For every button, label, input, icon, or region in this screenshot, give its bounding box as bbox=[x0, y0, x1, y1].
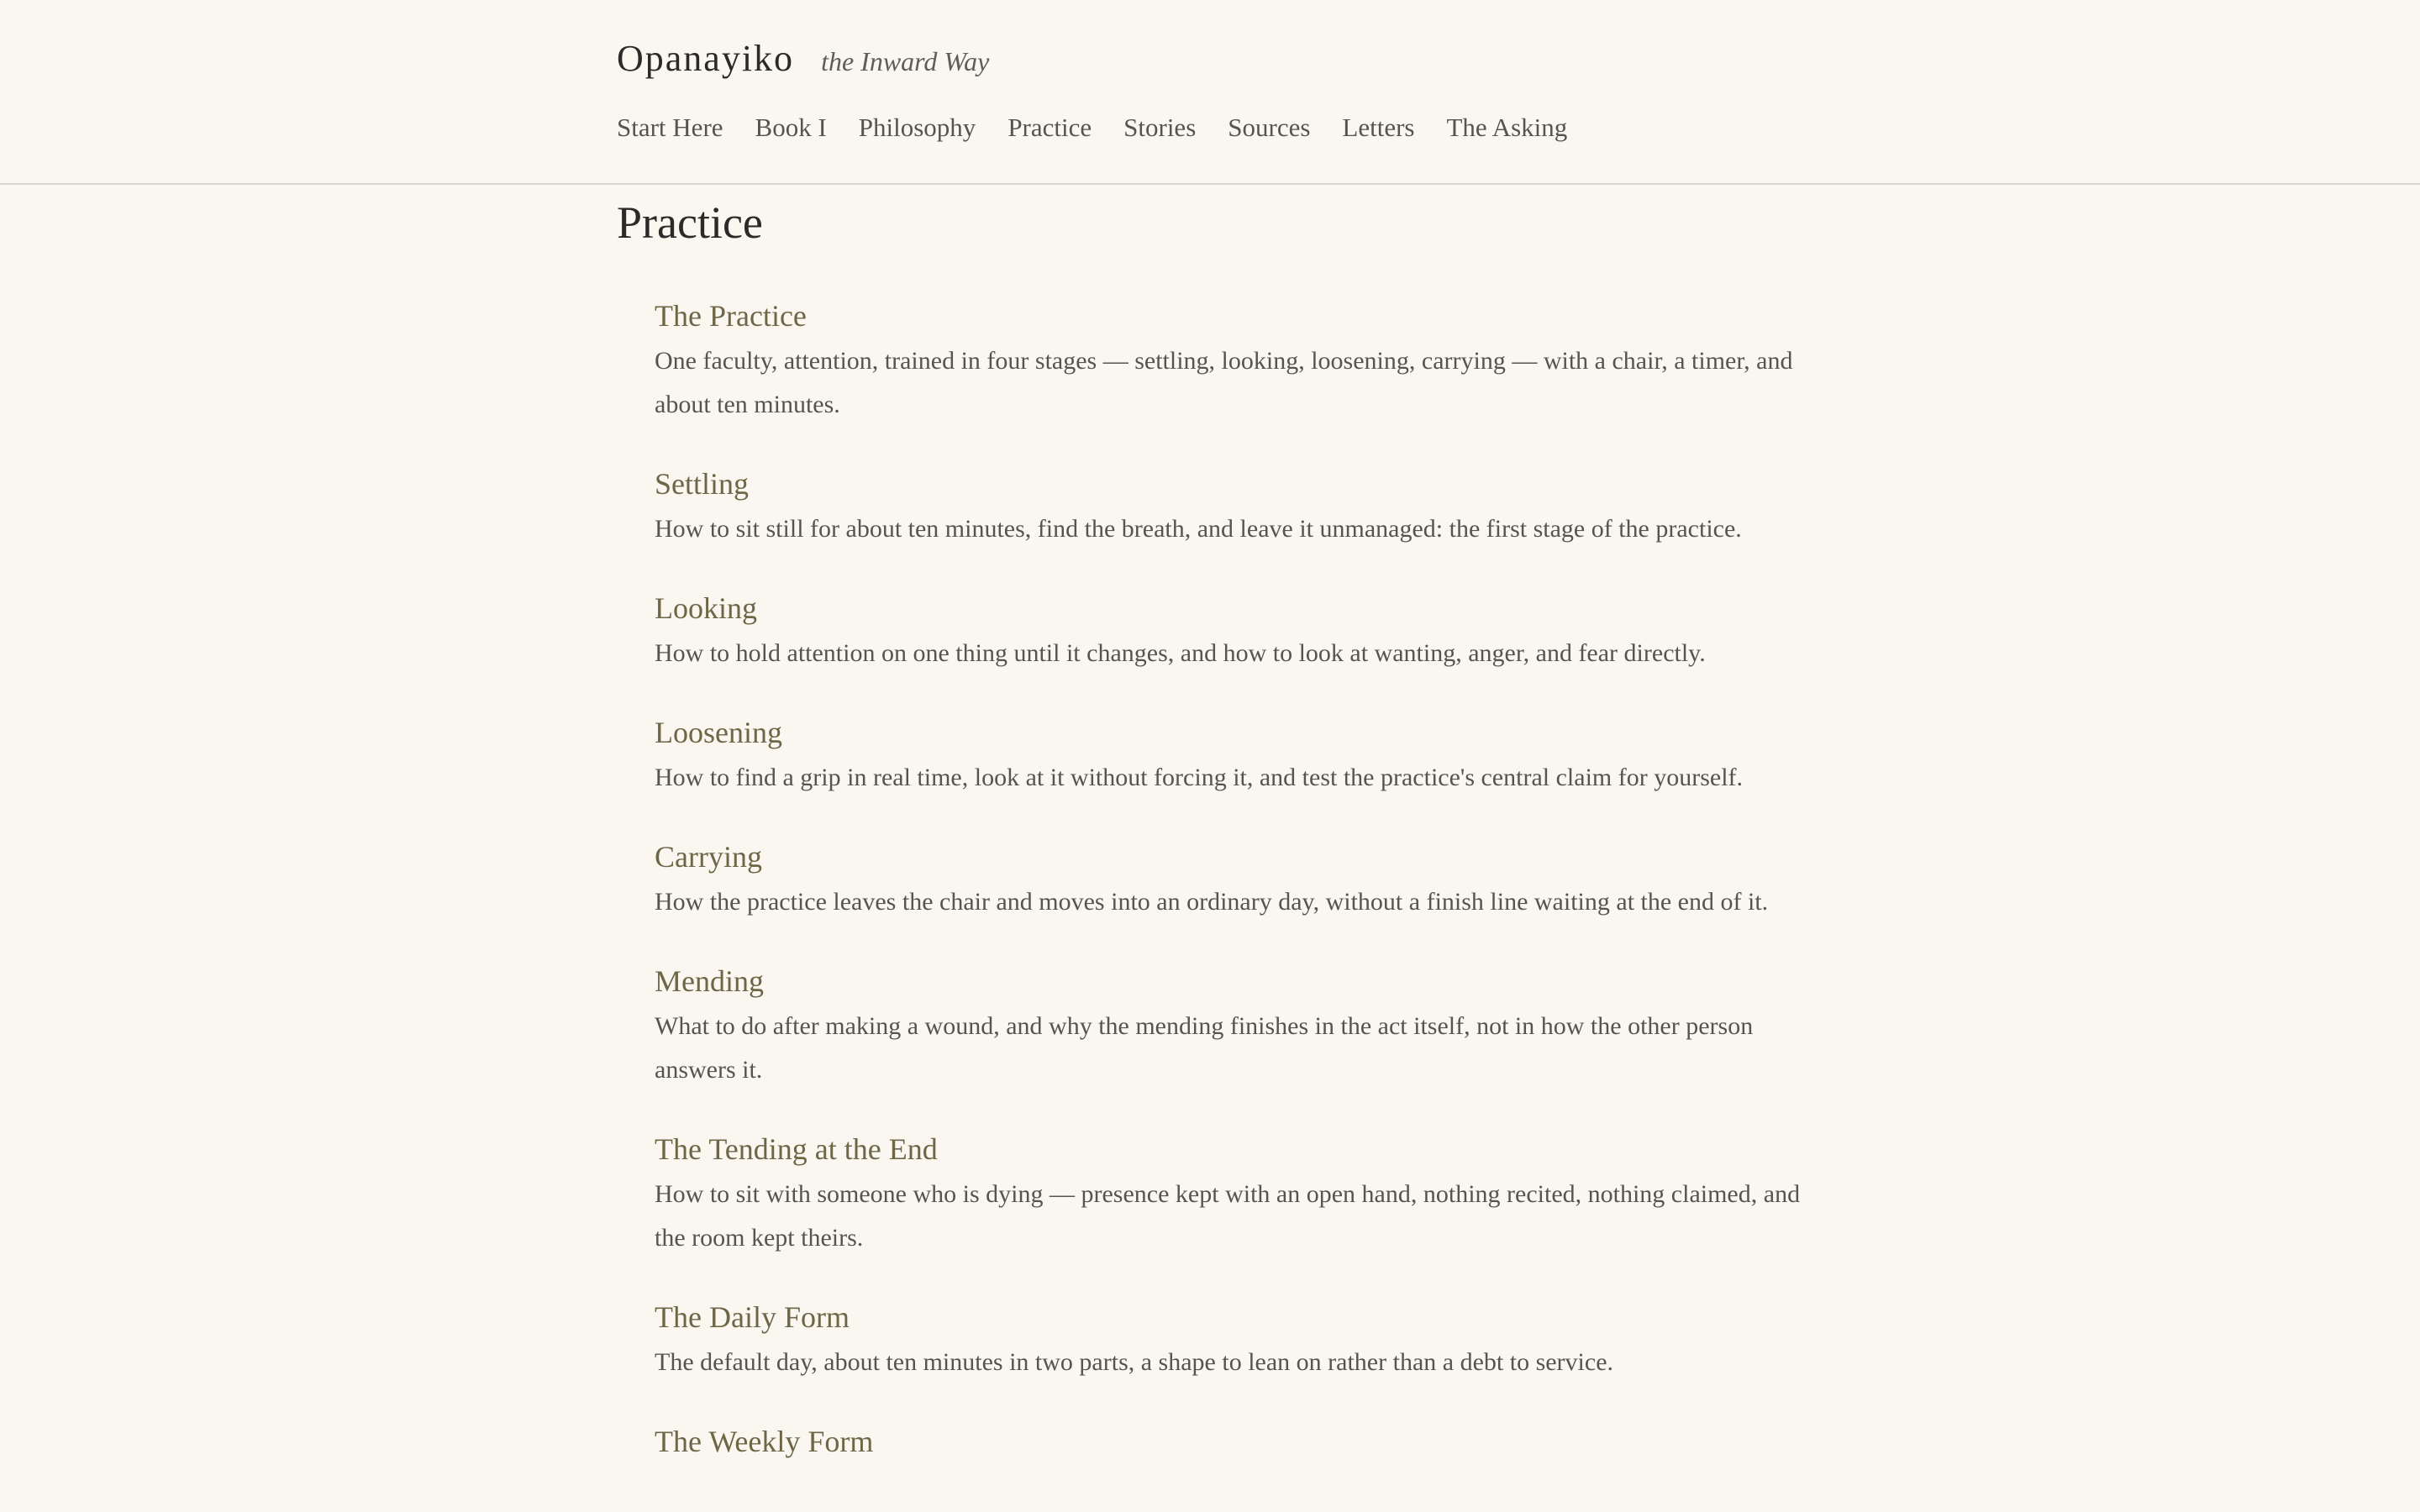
entry-title-link[interactable]: Carrying bbox=[655, 840, 762, 874]
nav-item-the-asking[interactable]: The Asking bbox=[1446, 113, 1568, 142]
entry-title-link[interactable]: The Tending at the End bbox=[655, 1132, 938, 1166]
entry-title-link[interactable]: Mending bbox=[655, 964, 764, 998]
list-item bbox=[655, 961, 1814, 1092]
entry-description: How to sit with someone who is dying — presence kept with an open hand, nothing recited, nothing claimed, and the room kept theirs. bbox=[655, 1180, 1801, 1252]
main-nav bbox=[617, 113, 1599, 143]
nav-item-book-i[interactable]: Book I bbox=[755, 113, 827, 142]
entry-description: What to do after making a wound, and why the mending finishes in the act itself, not in how the other person answers it. bbox=[655, 1012, 1754, 1084]
list-item bbox=[655, 588, 1814, 675]
entry-title-link[interactable]: The Practice bbox=[655, 299, 807, 333]
entry-title-link[interactable]: The Daily Form bbox=[655, 1300, 850, 1334]
entry-title-link[interactable]: Settling bbox=[655, 467, 750, 501]
entry-title-link[interactable]: Loosening bbox=[655, 716, 782, 749]
nav-item-practice[interactable]: Practice bbox=[1007, 113, 1092, 142]
site-header bbox=[0, 0, 2420, 185]
entry-description: How to find a grip in real time, look at it without forcing it, and test the practice's central claim for yourself. bbox=[655, 764, 1744, 791]
nav-item-philosophy[interactable]: Philosophy bbox=[858, 113, 976, 142]
list-item bbox=[655, 837, 1814, 924]
list-item bbox=[655, 1129, 1814, 1260]
nav-item-start-here[interactable]: Start Here bbox=[617, 113, 723, 142]
entry-description: How the practice leaves the chair and moves into an ordinary day, without a finish line waiting at the end of it. bbox=[655, 888, 1769, 916]
nav-item-stories[interactable]: Stories bbox=[1123, 113, 1197, 142]
nav-item-letters[interactable]: Letters bbox=[1342, 113, 1415, 142]
list-item bbox=[655, 712, 1814, 800]
site-tagline: the Inward Way bbox=[821, 46, 990, 76]
entry-title-link[interactable]: Looking bbox=[655, 591, 757, 625]
list-item bbox=[655, 296, 1814, 427]
entry-list bbox=[655, 296, 1814, 1499]
entry-description: The default day, about ten minutes in two parts, a shape to lean on rather than a debt to service. bbox=[655, 1348, 1614, 1376]
entry-description: How to sit still for about ten minutes, find the breath, and leave it unmanaged: the first stage of the practice. bbox=[655, 515, 1742, 543]
entry-description: How to hold attention on one thing until it changes, and how to look at wanting, anger, and fear directly. bbox=[655, 639, 1706, 667]
site-title-link[interactable]: Opanayiko bbox=[617, 38, 795, 79]
page-title: Practice bbox=[617, 197, 763, 248]
list-item bbox=[655, 1421, 1814, 1462]
site-brand bbox=[617, 37, 989, 80]
nav-item-sources[interactable]: Sources bbox=[1228, 113, 1311, 142]
list-item bbox=[655, 1297, 1814, 1384]
entry-description: One faculty, attention, trained in four stages — settling, looking, loosening, carrying — with a chair, a timer, and about ten minutes. bbox=[655, 347, 1793, 418]
list-item bbox=[655, 464, 1814, 551]
entry-title-link[interactable]: The Weekly Form bbox=[655, 1425, 874, 1458]
